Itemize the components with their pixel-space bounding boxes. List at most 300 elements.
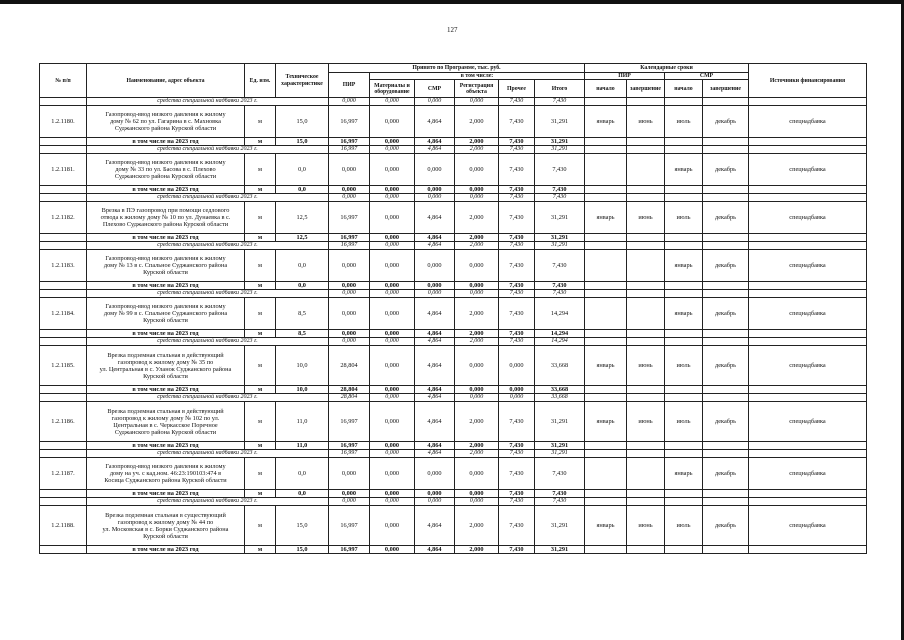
object-name-line: ул. Центральная в с. Уланок Суджанского района xyxy=(99,365,232,373)
table-row-object xyxy=(40,298,867,330)
cell-object-name xyxy=(87,250,245,282)
cell-pir: 16,997 xyxy=(329,546,370,554)
cell-unit: м xyxy=(245,546,276,554)
cell-pir-start: январь xyxy=(585,106,627,138)
cell-tech: 8,5 xyxy=(276,330,329,338)
cell-tech: 0,0 xyxy=(276,154,329,186)
cell-smr: 4,864 xyxy=(415,242,455,250)
table-row-spec xyxy=(40,450,867,458)
cell-reg: 0,000 xyxy=(455,290,499,298)
cell-total: 14,294 xyxy=(535,298,585,330)
cell-total: 7,430 xyxy=(535,194,585,202)
cell-num: 1.2.1181. xyxy=(40,154,87,186)
subtotal-label: в том числе на 2023 год xyxy=(87,490,245,498)
cell-other: 0,000 xyxy=(499,394,535,402)
subtotal-label: в том числе на 2023 год xyxy=(87,330,245,338)
cell-source: спецнадбавка xyxy=(749,250,867,282)
cell-smr: 4,864 xyxy=(415,442,455,450)
cell-other: 7,430 xyxy=(499,250,535,282)
cell-total: 31,291 xyxy=(535,402,585,442)
cell-unit: м xyxy=(245,282,276,290)
cell-smr: 4,864 xyxy=(415,546,455,554)
cell-total: 31,291 xyxy=(535,146,585,154)
cell-pir-end: июнь xyxy=(627,202,665,234)
cell-pir: 0,000 xyxy=(329,194,370,202)
cell-other: 7,430 xyxy=(499,202,535,234)
cell-tech: 10,0 xyxy=(276,386,329,394)
cell-mat: 0,000 xyxy=(370,450,415,458)
spec-label: средства специальной надбавки 2023 г. xyxy=(87,146,329,154)
cell-tech: 15,0 xyxy=(276,546,329,554)
cell-smr-start: январь xyxy=(665,250,703,282)
cell-reg: 0,000 xyxy=(455,490,499,498)
cell-total: 31,291 xyxy=(535,546,585,554)
cell-pir: 16,997 xyxy=(329,234,370,242)
cell-unit: м xyxy=(245,138,276,146)
cell-reg: 2,000 xyxy=(455,330,499,338)
cell-unit: м xyxy=(245,386,276,394)
cell-num: 1.2.1187. xyxy=(40,458,87,490)
header-other: Прочее xyxy=(499,80,535,98)
cell-pir: 0,000 xyxy=(329,298,370,330)
cell-other: 7,430 xyxy=(499,458,535,490)
cell-pir-end xyxy=(627,250,665,282)
cell-total: 33,668 xyxy=(535,346,585,386)
cell-pir-end: июнь xyxy=(627,402,665,442)
object-name-line: Газопровод-ввод низкого давления к жилому xyxy=(105,111,226,119)
cell-tech: 0,0 xyxy=(276,458,329,490)
cell-reg: 0,000 xyxy=(455,386,499,394)
cell-tech: 15,0 xyxy=(276,138,329,146)
cell-total: 7,430 xyxy=(535,186,585,194)
object-name-line: Плехово Суджанского района Курской области xyxy=(102,221,229,229)
cell-reg: 0,000 xyxy=(455,154,499,186)
header-cal-pir: ПИР xyxy=(585,73,665,80)
cell-source: спецнадбавка xyxy=(749,346,867,386)
cell-other: 7,430 xyxy=(499,186,535,194)
cell-total: 7,430 xyxy=(535,290,585,298)
cell-object-name xyxy=(87,458,245,490)
cell-other: 7,430 xyxy=(499,298,535,330)
cell-pir-end xyxy=(627,298,665,330)
cell-other: 7,430 xyxy=(499,330,535,338)
cell-mat: 0,000 xyxy=(370,290,415,298)
cell-tech: 0,0 xyxy=(276,186,329,194)
object-name-line: Суджанского района Курской области xyxy=(114,428,217,436)
cell-total: 7,430 xyxy=(535,154,585,186)
cell-tech: 0,0 xyxy=(276,250,329,282)
cell-pir: 16,997 xyxy=(329,450,370,458)
table-row-spec xyxy=(40,498,867,506)
cell-pir: 0,000 xyxy=(329,186,370,194)
cell-smr: 0,000 xyxy=(415,498,455,506)
cell-pir-end: июнь xyxy=(627,106,665,138)
object-name-line: Врезка подземная стальная в существующий xyxy=(105,511,226,519)
cell-smr: 4,864 xyxy=(415,330,455,338)
cell-source: спецнадбавка xyxy=(749,458,867,490)
cell-unit: м xyxy=(245,186,276,194)
cell-smr-start: июль xyxy=(665,402,703,442)
header-pir-end: завершение xyxy=(627,80,665,98)
cell-pir: 28,804 xyxy=(329,394,370,402)
cell-pir: 0,000 xyxy=(329,282,370,290)
object-name-line: дому № 62 по ул. Гагарина в с. Махновка xyxy=(110,118,221,126)
table-row-object xyxy=(40,346,867,386)
cell-smr: 0,000 xyxy=(415,490,455,498)
cell-total: 31,291 xyxy=(535,234,585,242)
cell-pir-start xyxy=(585,458,627,490)
cell-pir: 16,997 xyxy=(329,402,370,442)
cell-total: 14,294 xyxy=(535,330,585,338)
cell-smr-end: декабрь xyxy=(703,154,749,186)
cell-other: 7,430 xyxy=(499,442,535,450)
cell-total: 31,291 xyxy=(535,242,585,250)
cell-other: 7,430 xyxy=(499,194,535,202)
cell-smr: 0,000 xyxy=(415,186,455,194)
header-smr: СМР xyxy=(415,80,455,98)
cell-mat: 0,000 xyxy=(370,282,415,290)
object-name-line: Курской области xyxy=(143,317,188,325)
cell-reg: 2,000 xyxy=(455,234,499,242)
cell-smr-end: декабрь xyxy=(703,506,749,546)
cell-total: 31,291 xyxy=(535,506,585,546)
cell-smr-end: декабрь xyxy=(703,298,749,330)
cell-pir-start: январь xyxy=(585,346,627,386)
cell-pir: 16,997 xyxy=(329,146,370,154)
cell-num: 1.2.1183. xyxy=(40,250,87,282)
cell-reg: 0,000 xyxy=(455,282,499,290)
cell-mat: 0,000 xyxy=(370,146,415,154)
cell-smr: 0,000 xyxy=(415,98,455,106)
cell-mat: 0,000 xyxy=(370,330,415,338)
cell-unit: м xyxy=(245,458,276,490)
cell-total: 31,291 xyxy=(535,106,585,138)
cell-smr: 4,864 xyxy=(415,234,455,242)
cell-reg: 2,000 xyxy=(455,546,499,554)
table-row-subtotal xyxy=(40,386,867,394)
cell-smr: 0,000 xyxy=(415,250,455,282)
cell-num: 1.2.1180. xyxy=(40,106,87,138)
header-total: Итого xyxy=(535,80,585,98)
header-reg: Регистрация объекта xyxy=(455,80,499,98)
cell-tech: 12,5 xyxy=(276,202,329,234)
table-row-subtotal xyxy=(40,234,867,242)
subtotal-label: в том числе на 2023 год xyxy=(87,186,245,194)
cell-reg: 0,000 xyxy=(455,250,499,282)
object-name-line: Курской области xyxy=(143,372,188,380)
cell-mat: 0,000 xyxy=(370,546,415,554)
program-table xyxy=(39,63,867,554)
header-smr-end: завершение xyxy=(703,80,749,98)
table-row-spec xyxy=(40,242,867,250)
cell-other: 7,430 xyxy=(499,234,535,242)
object-name-line: газопровод к жилому дому № 35 по xyxy=(117,358,214,366)
cell-smr: 4,864 xyxy=(415,138,455,146)
cell-other: 0,000 xyxy=(499,346,535,386)
cell-smr: 4,864 xyxy=(415,394,455,402)
object-name-line: отвода к жилому дому № 10 по ул. Дунаевка в с. xyxy=(100,214,231,222)
cell-other: 7,430 xyxy=(499,290,535,298)
cell-mat: 0,000 xyxy=(370,250,415,282)
cell-unit: м xyxy=(245,154,276,186)
spec-label: средства специальной надбавки 2023 г. xyxy=(87,194,329,202)
cell-other: 7,430 xyxy=(499,106,535,138)
header-program: Принято по Программе, тыс. руб. xyxy=(329,64,585,73)
cell-smr: 4,864 xyxy=(415,146,455,154)
spec-label: средства специальной надбавки 2023 г. xyxy=(87,498,329,506)
object-name-line: Газопровод-ввод низкого давления к жилому xyxy=(105,463,226,471)
cell-total: 14,294 xyxy=(535,338,585,346)
cell-pir: 0,000 xyxy=(329,154,370,186)
object-name-line: Врезка в ПЭ газопровод при помощи седлового xyxy=(101,207,230,215)
cell-object-name xyxy=(87,346,245,386)
cell-total: 31,291 xyxy=(535,450,585,458)
cell-reg: 2,000 xyxy=(455,402,499,442)
cell-num: 1.2.1188. xyxy=(40,506,87,546)
cell-other: 7,430 xyxy=(499,450,535,458)
cell-unit: м xyxy=(245,506,276,546)
spec-label: средства специальной надбавки 2023 г. xyxy=(87,98,329,106)
subtotal-label: в том числе на 2023 год xyxy=(87,546,245,554)
cell-tech: 15,0 xyxy=(276,106,329,138)
object-name-line: Суджанского района Курской области xyxy=(114,125,217,133)
cell-mat: 0,000 xyxy=(370,242,415,250)
cell-mat: 0,000 xyxy=(370,298,415,330)
cell-mat: 0,000 xyxy=(370,338,415,346)
cell-object-name xyxy=(87,298,245,330)
cell-total: 7,430 xyxy=(535,282,585,290)
cell-other: 7,430 xyxy=(499,146,535,154)
cell-other: 7,430 xyxy=(499,546,535,554)
object-name-line: дому на уч. с кад.ном. 46:23:190103:474 в xyxy=(109,470,222,478)
cell-smr-end: декабрь xyxy=(703,250,749,282)
cell-mat: 0,000 xyxy=(370,394,415,402)
cell-total: 7,430 xyxy=(535,250,585,282)
object-name-line: газопровод к жилому дому № 102 по ул. xyxy=(111,414,220,422)
cell-tech: 0,0 xyxy=(276,282,329,290)
cell-smr: 4,864 xyxy=(415,386,455,394)
cell-smr: 4,864 xyxy=(415,450,455,458)
header-unit: Ед. изм. xyxy=(245,64,276,98)
cell-reg: 0,000 xyxy=(455,394,499,402)
cell-other: 7,430 xyxy=(499,498,535,506)
cell-smr-end: декабрь xyxy=(703,202,749,234)
cell-source: спецнадбавка xyxy=(749,506,867,546)
object-name-line: дому № 99 в с. Спальное Суджанского района xyxy=(103,310,228,318)
cell-reg: 0,000 xyxy=(455,458,499,490)
cell-total: 33,668 xyxy=(535,386,585,394)
cell-reg: 0,000 xyxy=(455,98,499,106)
table-row-object xyxy=(40,402,867,442)
cell-smr: 0,000 xyxy=(415,290,455,298)
cell-pir-start xyxy=(585,250,627,282)
table-row-subtotal xyxy=(40,186,867,194)
cell-other: 7,430 xyxy=(499,402,535,442)
cell-pir: 16,997 xyxy=(329,202,370,234)
cell-mat: 0,000 xyxy=(370,138,415,146)
cell-other: 0,000 xyxy=(499,386,535,394)
cell-other: 7,430 xyxy=(499,242,535,250)
cell-pir-end: июнь xyxy=(627,506,665,546)
cell-reg: 0,000 xyxy=(455,346,499,386)
cell-total: 7,430 xyxy=(535,490,585,498)
cell-mat: 0,000 xyxy=(370,98,415,106)
cell-total: 31,291 xyxy=(535,442,585,450)
cell-pir: 16,997 xyxy=(329,106,370,138)
header-cal-smr: СМР xyxy=(665,73,749,80)
cell-unit: м xyxy=(245,202,276,234)
object-name-line: Суджанского района Курской области xyxy=(114,173,217,181)
cell-pir: 16,997 xyxy=(329,506,370,546)
subtotal-label: в том числе на 2023 год xyxy=(87,386,245,394)
cell-mat: 0,000 xyxy=(370,346,415,386)
cell-unit: м xyxy=(245,298,276,330)
cell-object-name xyxy=(87,154,245,186)
cell-pir-end: июнь xyxy=(627,346,665,386)
cell-smr: 4,864 xyxy=(415,106,455,138)
cell-pir: 0,000 xyxy=(329,250,370,282)
cell-num: 1.2.1184. xyxy=(40,298,87,330)
subtotal-label: в том числе на 2023 год xyxy=(87,282,245,290)
cell-reg: 2,000 xyxy=(455,106,499,138)
cell-mat: 0,000 xyxy=(370,106,415,138)
cell-pir: 0,000 xyxy=(329,330,370,338)
object-name-line: Косица Суджанского района Курской области xyxy=(104,477,227,485)
table-row-object xyxy=(40,154,867,186)
cell-unit: м xyxy=(245,330,276,338)
cell-source: спецнадбавка xyxy=(749,202,867,234)
cell-reg: 0,000 xyxy=(455,194,499,202)
table-row-object xyxy=(40,506,867,546)
cell-num: 1.2.1182. xyxy=(40,202,87,234)
cell-pir-start xyxy=(585,154,627,186)
cell-other: 7,430 xyxy=(499,98,535,106)
header-incl: в том числе: xyxy=(370,73,585,80)
cell-smr-start: июль xyxy=(665,506,703,546)
table-row-subtotal xyxy=(40,490,867,498)
spec-label: средства специальной надбавки 2023 г. xyxy=(87,394,329,402)
header-num: № п/п xyxy=(40,64,87,98)
spec-label: средства специальной надбавки 2023 г. xyxy=(87,338,329,346)
cell-total: 31,291 xyxy=(535,202,585,234)
cell-smr: 0,000 xyxy=(415,154,455,186)
object-name-line: Газопровод-ввод низкого давления к жилому xyxy=(105,159,226,167)
header-name: Наименование, адрес объекта xyxy=(87,64,245,98)
table-row-subtotal xyxy=(40,330,867,338)
object-name-line: Врезка подземная стальная в действующий xyxy=(107,351,224,359)
cell-mat: 0,000 xyxy=(370,186,415,194)
cell-pir: 0,000 xyxy=(329,290,370,298)
cell-mat: 0,000 xyxy=(370,442,415,450)
cell-object-name xyxy=(87,106,245,138)
cell-unit: м xyxy=(245,250,276,282)
cell-reg: 2,000 xyxy=(455,338,499,346)
cell-other: 7,430 xyxy=(499,154,535,186)
cell-object-name xyxy=(87,506,245,546)
cell-tech: 15,0 xyxy=(276,506,329,546)
cell-smr-end: декабрь xyxy=(703,402,749,442)
table-row-subtotal xyxy=(40,546,867,554)
cell-reg: 0,000 xyxy=(455,498,499,506)
object-name-line: дому № 33 по ул. Басова в с. Плехово xyxy=(115,166,216,174)
cell-smr-start: январь xyxy=(665,298,703,330)
page-number: 127 xyxy=(447,26,458,34)
cell-other: 7,430 xyxy=(499,506,535,546)
cell-source: спецнадбавка xyxy=(749,298,867,330)
object-name-line: Газопровод-ввод низкого давления к жилому xyxy=(105,303,226,311)
cell-mat: 0,000 xyxy=(370,498,415,506)
cell-smr-end: декабрь xyxy=(703,458,749,490)
subtotal-label: в том числе на 2023 год xyxy=(87,234,245,242)
table-row-subtotal xyxy=(40,138,867,146)
cell-other: 7,430 xyxy=(499,138,535,146)
cell-other: 7,430 xyxy=(499,338,535,346)
cell-tech: 11,0 xyxy=(276,442,329,450)
table-row-object xyxy=(40,106,867,138)
header-pir-start: начало xyxy=(585,80,627,98)
object-name-line: Курской области xyxy=(143,532,188,540)
header-calendar: Календарные сроки xyxy=(585,64,749,73)
cell-total: 7,430 xyxy=(535,498,585,506)
cell-pir: 28,804 xyxy=(329,346,370,386)
cell-source: спецнадбавка xyxy=(749,154,867,186)
cell-reg: 2,000 xyxy=(455,146,499,154)
cell-pir-end xyxy=(627,458,665,490)
table-row-subtotal xyxy=(40,282,867,290)
spec-label: средства специальной надбавки 2023 г. xyxy=(87,290,329,298)
table-row-spec xyxy=(40,194,867,202)
cell-pir-start: январь xyxy=(585,506,627,546)
cell-smr-start: январь xyxy=(665,154,703,186)
cell-pir-start: январь xyxy=(585,202,627,234)
header-tech: Техническое характеристике xyxy=(276,64,329,98)
cell-mat: 0,000 xyxy=(370,386,415,394)
table-row-object xyxy=(40,202,867,234)
cell-pir-end xyxy=(627,154,665,186)
table-row-spec xyxy=(40,394,867,402)
cell-pir: 0,000 xyxy=(329,498,370,506)
subtotal-label: в том числе на 2023 год xyxy=(87,138,245,146)
cell-reg: 0,000 xyxy=(455,186,499,194)
header-source: Источники финансирования xyxy=(749,64,867,98)
table-row-spec xyxy=(40,146,867,154)
object-name-line: Центральная в с. Черкасское Поречное xyxy=(113,421,218,429)
cell-mat: 0,000 xyxy=(370,506,415,546)
cell-smr-start: июль xyxy=(665,202,703,234)
cell-other: 7,430 xyxy=(499,282,535,290)
header-smr-start: начало xyxy=(665,80,703,98)
cell-smr: 4,864 xyxy=(415,506,455,546)
cell-reg: 2,000 xyxy=(455,298,499,330)
cell-smr: 4,864 xyxy=(415,346,455,386)
cell-tech: 0,0 xyxy=(276,490,329,498)
cell-mat: 0,000 xyxy=(370,194,415,202)
cell-unit: м xyxy=(245,490,276,498)
cell-tech: 11,0 xyxy=(276,402,329,442)
cell-smr: 4,864 xyxy=(415,402,455,442)
table-row-spec xyxy=(40,98,867,106)
cell-source: спецнадбавка xyxy=(749,106,867,138)
cell-pir: 16,997 xyxy=(329,138,370,146)
cell-pir: 28,804 xyxy=(329,386,370,394)
object-name-line: ул. Московская в с. Борки Суджанского района xyxy=(102,525,229,533)
cell-num: 1.2.1185. xyxy=(40,346,87,386)
cell-pir: 0,000 xyxy=(329,458,370,490)
cell-mat: 0,000 xyxy=(370,234,415,242)
object-name-line: газопровод к жилому дому № 44 по xyxy=(117,518,214,526)
cell-reg: 2,000 xyxy=(455,450,499,458)
table-row-subtotal xyxy=(40,442,867,450)
